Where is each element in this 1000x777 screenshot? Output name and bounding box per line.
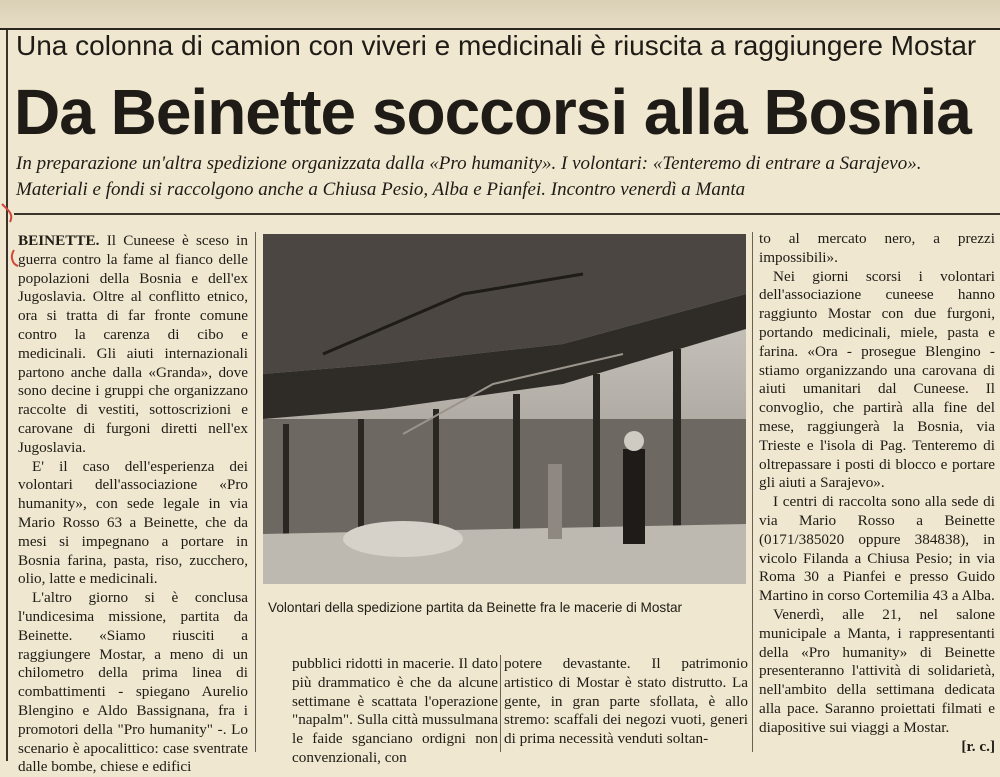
paragraph: E' il caso dell'esperienza dei volontari dell'associazione «Pro humanity», con sede legale in via Mario Rosso 63 a Beinette, che da mesi si impegnano a portare in Bosnia farina, pasta, riso, zucchero, olio, latte e medicinali. [18,457,248,588]
photo-illustration [263,234,746,584]
paragraph: Nei giorni scorsi i volontari dell'associazione cuneese hanno raggiunto Mostar con due furgoni, portando medicinali, miele, pasta e farina. «Ora - prosegue Blengino - stiamo organizzando una carovana di aiuti umanitari dal Cuneese. Il convoglio, che partirà alla fine del mese, raggiungerà la Bosnia, via Trieste e l'isola di Pag. Tenteremo di oltrepassare i posti di blocco e portare gli aiuti a Sarajevo». [759,267,995,492]
author-signature: [r. c.] [961,737,995,755]
column-divider [255,232,256,752]
paragraph [18,232,248,458]
paragraph: I centri di raccolta sono alla sede di via Mario Rosso a Beinette (0171/385020 oppure 384838), in vicolo Filanda a Chiusa Pesio; in via Roma 30 a Pianfei e presso Guido Martino in corso Cortemilia 43 a Alba. [759,493,995,605]
paragraph: potere devastante. Il patrimonio artistico di Mostar è stato distrutto. La gente, in gran parte sfollata, è allo stremo: scaffali dei negozi vuoti, generi di prima necessità venduti soltan- [504,655,748,748]
paragraph: L'altro giorno si è conclusa l'undicesima missione, partita da Beinette. «Siamo riusciti a raggiungere Mostar, a meno di un chilometro della prima linea di combattimenti - spiegano Aurelio Blengino e Aldo Bassignana, fra i promotori della "Pro humanity" -. Lo scenario è apocalittico: case sventrate dalle bombe, chiese e edifici [18,589,248,776]
photo-caption: Volontari della spedizione partita da Beinette fra le macerie di Mostar [268,600,683,615]
paragraph: Venerdì, alle 21, nel salone municipale a Manta, i rappresentanti della «Pro humanity» di Beinette presenteranno l'attività di solidarietà, nell'ambito della settimana dedicata alla pace. Saranno proiettati filmati e diapositive sui viaggi a Mostar. [759,605,995,736]
column-divider [752,232,753,752]
headline: Da Beinette soccorsi alla Bosnia [14,76,971,148]
paragraph: to al mercato nero, a prezzi impossibili». [759,230,995,266]
text-column-3 [292,655,498,768]
paragraph-text: Il Cuneese è sceso in guerra contro la fame al fianco delle popolazioni della Bosnia e dell'ex Jugoslavia. Oltre al conflitto etnico, ora si tratta di far fronte comune contro la carenza di cibo e medicinali. Gli aiuti internazionali partono anche dalla «Granda», dove sono decine i gruppi che organizzano raccolte di vestiti, sottoscrizioni e carovane di furgoni diretti nell'ex Jugoslavia. [18,232,248,456]
subheadline: In preparazione un'altra spedizione organizzata dalla «Pro humanity». I volontari: «Tenteremo di entrare a Sarajevo». Materiali e fondi si raccolgono anche a Chiusa Pesio, Alba e Pianfei. Incontro venerdì a Manta [16,153,922,200]
kicker: Una colonna di camion con viveri e medicinali è riuscita a raggiungere Mostar [16,30,977,61]
left-border-rule [6,30,8,761]
text-column-5 [759,230,995,756]
column-divider [500,655,501,752]
headline-rule [14,213,1000,215]
dateline: BEINETTE. [18,232,100,249]
paragraph: pubblici ridotti in macerie. Il dato più drammatico è che da alcune settimane è scattata l'operazione "napalm". Sulla città mussulmana le faide sganciano ordigni non convenzionali, con [292,655,498,766]
text-column-1 [18,232,248,777]
photo-mostar-ruins [263,234,746,584]
text-column-4 [504,655,748,749]
